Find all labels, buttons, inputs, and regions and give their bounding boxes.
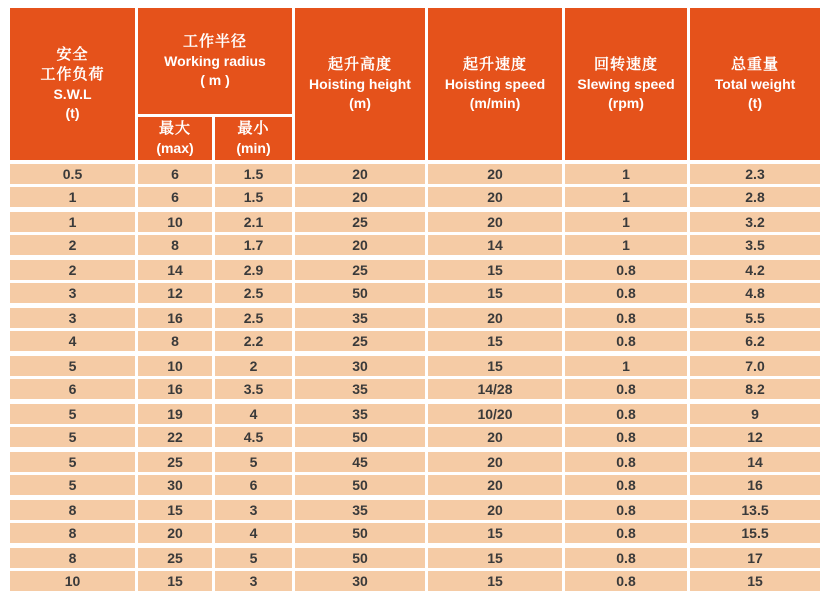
table-cell: 6.2: [690, 331, 820, 351]
table-cell: 25: [295, 260, 425, 280]
table-cell: 0.8: [565, 475, 687, 495]
header-working-radius-unit: ( m ): [200, 72, 230, 88]
table-cell: 5: [10, 356, 135, 376]
table-cell: 2.3: [690, 164, 820, 184]
table-cell: 0.8: [565, 379, 687, 399]
table-cell: 2: [10, 260, 135, 280]
table-row: [10, 475, 820, 495]
header-hoisting-speed-en: Hoisting speed: [444, 76, 546, 92]
table-cell: 8.2: [690, 379, 820, 399]
table-cell: 0.8: [565, 571, 687, 591]
table-cell: 20: [428, 427, 562, 447]
table-cell: 8: [138, 235, 212, 255]
table-cell: 6: [138, 187, 212, 207]
table-cell: 15: [138, 571, 212, 591]
header-working-radius-en: Working radius: [164, 53, 266, 69]
table-cell: 8: [138, 331, 212, 351]
header-radius-min-zh: 最小: [237, 120, 270, 137]
table-cell: 4: [215, 404, 292, 424]
header-slewing-speed-zh: 回转速度: [593, 56, 658, 73]
table-cell: 7.0: [690, 356, 820, 376]
table-cell: 1.5: [215, 164, 292, 184]
table-cell: 0.8: [565, 500, 687, 520]
table-cell: 20: [428, 187, 562, 207]
table-cell: 0.8: [565, 308, 687, 328]
header-slewing-speed-en: Slewing speed: [577, 76, 675, 92]
table-cell: 10: [138, 356, 212, 376]
table-cell: 2: [10, 235, 135, 255]
table-cell: 22: [138, 427, 212, 447]
table-cell: 14: [428, 235, 562, 255]
table-cell: 0.8: [565, 404, 687, 424]
table-cell: 35: [295, 500, 425, 520]
table-cell: 30: [295, 571, 425, 591]
table-cell: 10: [10, 571, 135, 591]
header-swl-zh-line2: 工作负荷: [40, 66, 105, 83]
table-cell: 20: [428, 475, 562, 495]
header-hoisting-height-zh: 起升高度: [327, 56, 392, 73]
table-row: [10, 571, 820, 591]
table-cell: 5: [10, 427, 135, 447]
table-cell: 3.5: [690, 235, 820, 255]
table-cell: 4.5: [215, 427, 292, 447]
table-cell: 20: [428, 212, 562, 232]
table-cell: 3.2: [690, 212, 820, 232]
header-working-radius: [138, 8, 292, 114]
table-cell: 1.7: [215, 235, 292, 255]
table-cell: 1.5: [215, 187, 292, 207]
table-body: [10, 164, 820, 591]
table-cell: 2.2: [215, 331, 292, 351]
header-total-weight-unit: (t): [748, 95, 762, 111]
table-row: [10, 308, 820, 328]
table-cell: 25: [295, 212, 425, 232]
table-cell: 14: [690, 452, 820, 472]
table-cell: 5: [10, 404, 135, 424]
table-cell: 15.5: [690, 523, 820, 543]
table-cell: 50: [295, 548, 425, 568]
table-cell: 17: [690, 548, 820, 568]
table-cell: 1: [565, 356, 687, 376]
table-row: [10, 212, 820, 232]
table-cell: 20: [295, 187, 425, 207]
table-cell: 2: [215, 356, 292, 376]
table-cell: 1: [565, 187, 687, 207]
header-radius-max-zh: 最大: [158, 120, 191, 137]
table-cell: 25: [295, 331, 425, 351]
table-cell: 5: [10, 475, 135, 495]
table-cell: 1: [10, 212, 135, 232]
table-row: [10, 356, 820, 376]
table-cell: 19: [138, 404, 212, 424]
header-swl-zh-line1: 安全: [56, 46, 89, 63]
table-row: [10, 260, 820, 280]
table-cell: 15: [428, 283, 562, 303]
table-cell: 35: [295, 308, 425, 328]
table-row: [10, 283, 820, 303]
table-cell: 45: [295, 452, 425, 472]
table-cell: 35: [295, 404, 425, 424]
table-cell: 4: [10, 331, 135, 351]
table-cell: 0.8: [565, 523, 687, 543]
table-cell: 25: [138, 548, 212, 568]
table-cell: 0.8: [565, 283, 687, 303]
header-working-radius-zh: 工作半径: [182, 33, 247, 50]
header-swl-en: S.W.L: [53, 86, 92, 102]
table-cell: 15: [428, 260, 562, 280]
table-cell: 15: [428, 331, 562, 351]
header-hoisting-height-en: Hoisting height: [309, 76, 411, 92]
table-row: [10, 164, 820, 184]
table-cell: 50: [295, 475, 425, 495]
table-cell: 0.8: [565, 260, 687, 280]
table-cell: 6: [10, 379, 135, 399]
table-cell: 20: [295, 164, 425, 184]
table-cell: 16: [690, 475, 820, 495]
table-cell: 5: [10, 452, 135, 472]
table-cell: 8: [10, 500, 135, 520]
table-cell: 10: [138, 212, 212, 232]
table-cell: 8: [10, 523, 135, 543]
table-row: [10, 523, 820, 543]
table-cell: 0.8: [565, 331, 687, 351]
table-cell: 1: [10, 187, 135, 207]
table-row: [10, 187, 820, 207]
table-cell: 20: [428, 500, 562, 520]
table-cell: 2.5: [215, 283, 292, 303]
table-row: [10, 548, 820, 568]
table-cell: 8: [10, 548, 135, 568]
table-cell: 0.8: [565, 452, 687, 472]
table-cell: 2.1: [215, 212, 292, 232]
table-cell: 16: [138, 379, 212, 399]
table-cell: 3.5: [215, 379, 292, 399]
table-cell: 15: [428, 548, 562, 568]
table-cell: 3: [10, 283, 135, 303]
table-cell: 50: [295, 523, 425, 543]
table-row: [10, 331, 820, 351]
table-cell: 25: [138, 452, 212, 472]
table-cell: 13.5: [690, 500, 820, 520]
table-cell: 3: [10, 308, 135, 328]
table-cell: 2.5: [215, 308, 292, 328]
header-radius-min-en: (min): [236, 140, 271, 156]
table-cell: 1: [565, 212, 687, 232]
header-hoisting-speed-zh: 起升速度: [462, 56, 527, 73]
table-cell: 9: [690, 404, 820, 424]
table-row: [10, 452, 820, 472]
header-swl: [10, 8, 135, 160]
header-total-weight-en: Total weight: [714, 76, 796, 92]
table-row: [10, 500, 820, 520]
table-cell: 14: [138, 260, 212, 280]
table-cell: 15: [138, 500, 212, 520]
table-cell: 12: [138, 283, 212, 303]
table-cell: 50: [295, 427, 425, 447]
table-cell: 10/20: [428, 404, 562, 424]
table-cell: 0.8: [565, 427, 687, 447]
header-slewing-speed: [565, 8, 687, 160]
table-cell: 15: [428, 356, 562, 376]
header-radius-max: [138, 117, 212, 160]
table-cell: 50: [295, 283, 425, 303]
header-hoisting-speed-unit: (m/min): [469, 95, 521, 111]
table-row: [10, 379, 820, 399]
table-header: [10, 8, 820, 160]
header-hoisting-speed: [428, 8, 562, 160]
table-cell: 14/28: [428, 379, 562, 399]
table-cell: 15: [428, 523, 562, 543]
table-cell: 3: [215, 500, 292, 520]
table-cell: 30: [138, 475, 212, 495]
table-cell: 20: [428, 452, 562, 472]
table-cell: 15: [428, 571, 562, 591]
table-cell: 0.8: [565, 548, 687, 568]
table-cell: 16: [138, 308, 212, 328]
header-total-weight-zh: 总重量: [730, 56, 779, 73]
table-cell: 3: [215, 571, 292, 591]
table-cell: 5: [215, 548, 292, 568]
header-swl-unit: (t): [65, 105, 80, 121]
header-slewing-speed-unit: (rpm): [608, 95, 644, 111]
table-cell: 6: [138, 164, 212, 184]
header-hoisting-height-unit: (m): [349, 95, 371, 111]
table-cell: 4: [215, 523, 292, 543]
table-cell: 0.5: [10, 164, 135, 184]
table-cell: 20: [295, 235, 425, 255]
table-row: [10, 404, 820, 424]
table-cell: 35: [295, 379, 425, 399]
table-cell: 5.5: [690, 308, 820, 328]
table-cell: 1: [565, 235, 687, 255]
table-cell: 20: [138, 523, 212, 543]
table-row: [10, 235, 820, 255]
header-radius-max-en: (max): [156, 140, 194, 156]
table-cell: 15: [690, 571, 820, 591]
table-cell: 2.8: [690, 187, 820, 207]
table-cell: 12: [690, 427, 820, 447]
header-hoisting-height: [295, 8, 425, 160]
table-cell: 20: [428, 164, 562, 184]
table-cell: 30: [295, 356, 425, 376]
table-cell: 2.9: [215, 260, 292, 280]
header-radius-min: [215, 117, 292, 160]
table-cell: 20: [428, 308, 562, 328]
header-total-weight: [690, 8, 820, 160]
table-cell: 6: [215, 475, 292, 495]
table-cell: 5: [215, 452, 292, 472]
table-cell: 4.2: [690, 260, 820, 280]
table-cell: 4.8: [690, 283, 820, 303]
table-row: [10, 427, 820, 447]
table-cell: 1: [565, 164, 687, 184]
